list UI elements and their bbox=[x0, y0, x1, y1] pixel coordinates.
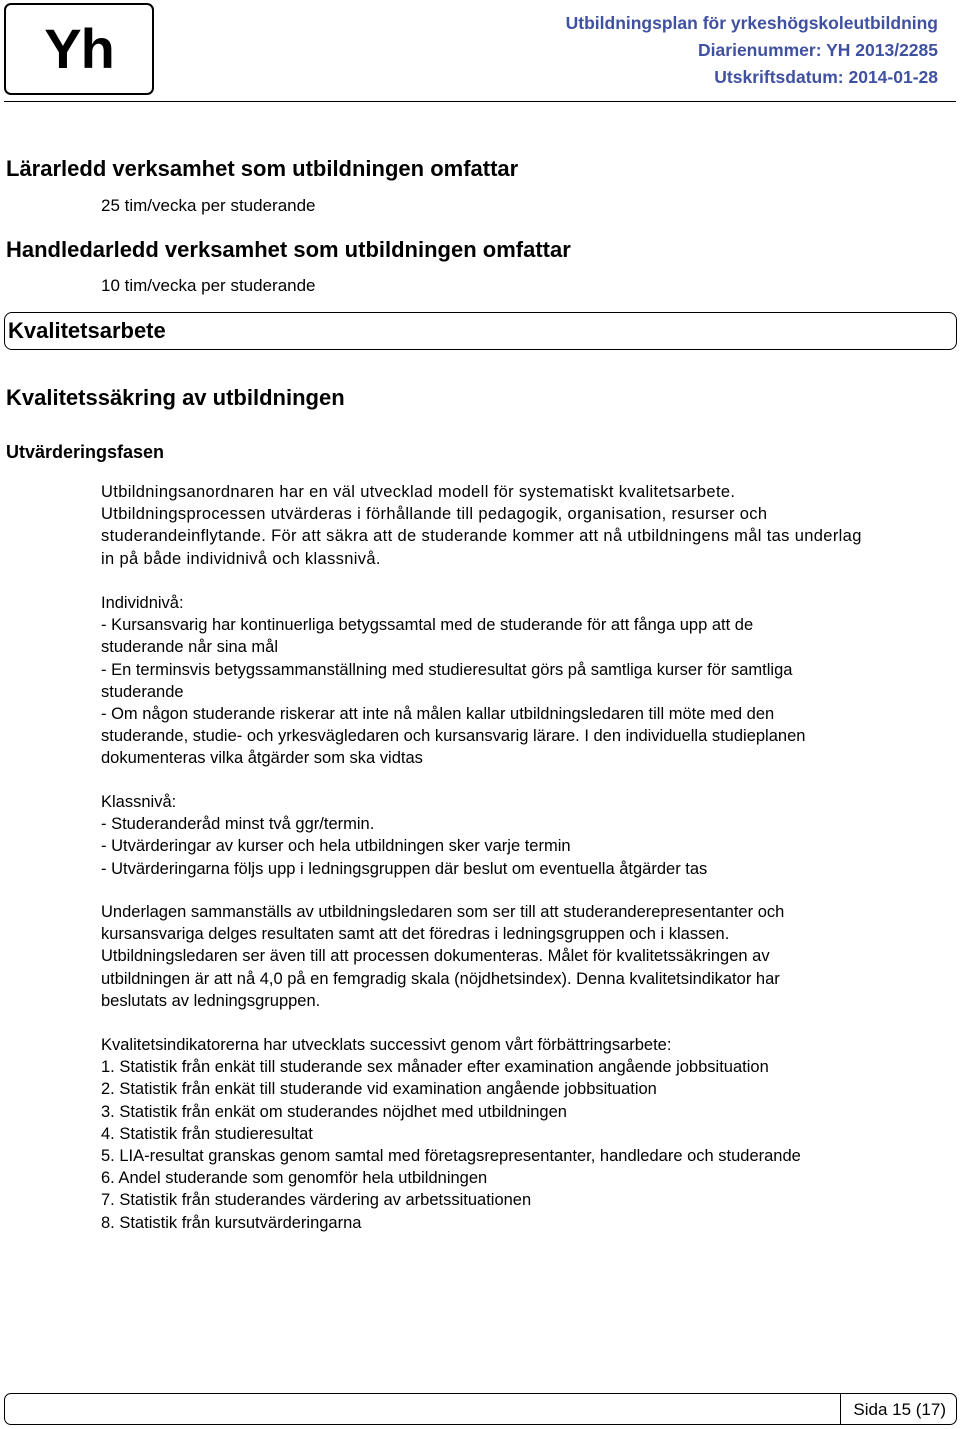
text-line: studerande, studie- och yrkesvägledaren och kursansvarig lärare. I den individuella studieplanen bbox=[101, 727, 806, 746]
plan-title: Utbildningsplan för yrkeshögskoleutbildning bbox=[565, 13, 938, 33]
text-line: Utbildningsanordnaren har en väl utvecklad modell för systematiskt kvalitetsarbete. bbox=[101, 483, 736, 501]
text-line: beslutats av ledningsgruppen. bbox=[101, 991, 321, 1010]
text-line: Underlagen sammanställs av utbildningsledaren som ser till att studeranderepresentanter och bbox=[101, 903, 785, 921]
text-line: Utbildningsprocessen utvärderas i förhållande till pedagogik, organisation, resurser och bbox=[101, 505, 768, 524]
text-line: studerandeinflytande. För att säkra att de studerande kommer att nå utbildningens mål tas underlag bbox=[101, 527, 862, 546]
diarienummer: Diarienummer: YH 2013/2285 bbox=[698, 40, 938, 60]
text-line: Kvalitetsindikatorerna har utvecklats successivt genom vårt förbättringsarbete: bbox=[101, 1036, 672, 1054]
document-meta bbox=[566, 10, 938, 91]
header-divider bbox=[4, 101, 956, 102]
list-item: 5. LIA-resultat granskas genom samtal med företagsrepresentanter, handledare och studerande bbox=[101, 1147, 801, 1166]
list-item: 2. Statistik från enkät till studerande vid examination angående jobbsituation bbox=[101, 1080, 657, 1099]
yh-logo-text: Yh bbox=[44, 17, 114, 80]
indikatorer-list bbox=[101, 1034, 953, 1234]
text-line: - Studeranderåd minst två ggr/termin. bbox=[101, 815, 375, 834]
utskriftsdatum: Utskriftsdatum: 2014-01-28 bbox=[714, 67, 938, 87]
utvarderingsfasen-heading: Utvärderingsfasen bbox=[6, 442, 165, 462]
list-item: 6. Andel studerande som genomför hela utbildningen bbox=[101, 1169, 488, 1188]
intro-paragraph bbox=[101, 481, 953, 570]
text-line: - Utvärderingar av kurser och hela utbildningen sker varje termin bbox=[101, 837, 571, 856]
text-line: in på både individnivå och klassnivå. bbox=[101, 549, 381, 568]
text-line: - Om någon studerande riskerar att inte nå målen kallar utbildningsledaren till möte med den bbox=[101, 705, 775, 724]
text-line: studerande når sina mål bbox=[101, 638, 279, 657]
text-line: - Utvärderingarna följs upp i ledningsgruppen där beslut om eventuella åtgärder tas bbox=[101, 859, 708, 878]
list-item: 8. Statistik från kursutvärderingarna bbox=[101, 1213, 362, 1232]
text-line: Utbildningsledaren ser även till att processen dokumenteras. Målet för kvalitetssäkringen av bbox=[101, 947, 770, 966]
lararledd-heading: Lärarledd verksamhet som utbildningen omfattar bbox=[6, 156, 519, 181]
text-line: - Kursansvarig har kontinuerliga betygssamtal med de studerande för att fånga upp att de bbox=[101, 616, 754, 635]
text-line: studerande bbox=[101, 682, 184, 701]
yh-logo bbox=[4, 3, 154, 95]
page-number: Sida 15 (17) bbox=[853, 1400, 946, 1419]
footer-divider bbox=[840, 1394, 841, 1424]
text-line: kursansvariga delges resultaten samt att det föredras i ledningsgruppen och i klassen. bbox=[101, 925, 730, 944]
underlagen-paragraph bbox=[101, 901, 953, 1012]
text-line: utbildningen är att nå 4,0 på en femgradig skala (nöjdhetsindex). Denna kvalitetsindikator har bbox=[101, 969, 780, 988]
klassniva-block bbox=[101, 791, 953, 880]
kvalitetssakring-heading: Kvalitetssäkring av utbildningen bbox=[6, 385, 345, 410]
individniva-block bbox=[101, 592, 953, 770]
kvalitetsarbete-section-box bbox=[4, 312, 957, 350]
kvalitetsarbete-heading: Kvalitetsarbete bbox=[8, 318, 166, 343]
handledarledd-heading: Handledarledd verksamhet som utbildningen omfattar bbox=[6, 237, 571, 262]
text-line: Individnivå: bbox=[101, 594, 184, 612]
text-line: - En terminsvis betygssammanställning med studieresultat görs på samtliga kurser för samtliga bbox=[101, 660, 793, 679]
lararledd-value: 25 tim/vecka per studerande bbox=[101, 196, 316, 215]
text-line: Klassnivå: bbox=[101, 793, 177, 811]
list-item: 1. Statistik från enkät till studerande sex månader efter examination angående jobbsituation bbox=[101, 1058, 769, 1077]
handledarledd-value: 10 tim/vecka per studerande bbox=[101, 276, 316, 295]
list-item: 3. Statistik från enkät om studerandes nöjdhet med utbildningen bbox=[101, 1102, 567, 1121]
text-line: dokumenteras vilka åtgärder som ska vidtas bbox=[101, 749, 423, 768]
page-footer bbox=[4, 1393, 957, 1425]
list-item: 4. Statistik från studieresultat bbox=[101, 1124, 313, 1143]
list-item: 7. Statistik från studerandes värdering av arbetssituationen bbox=[101, 1191, 532, 1210]
